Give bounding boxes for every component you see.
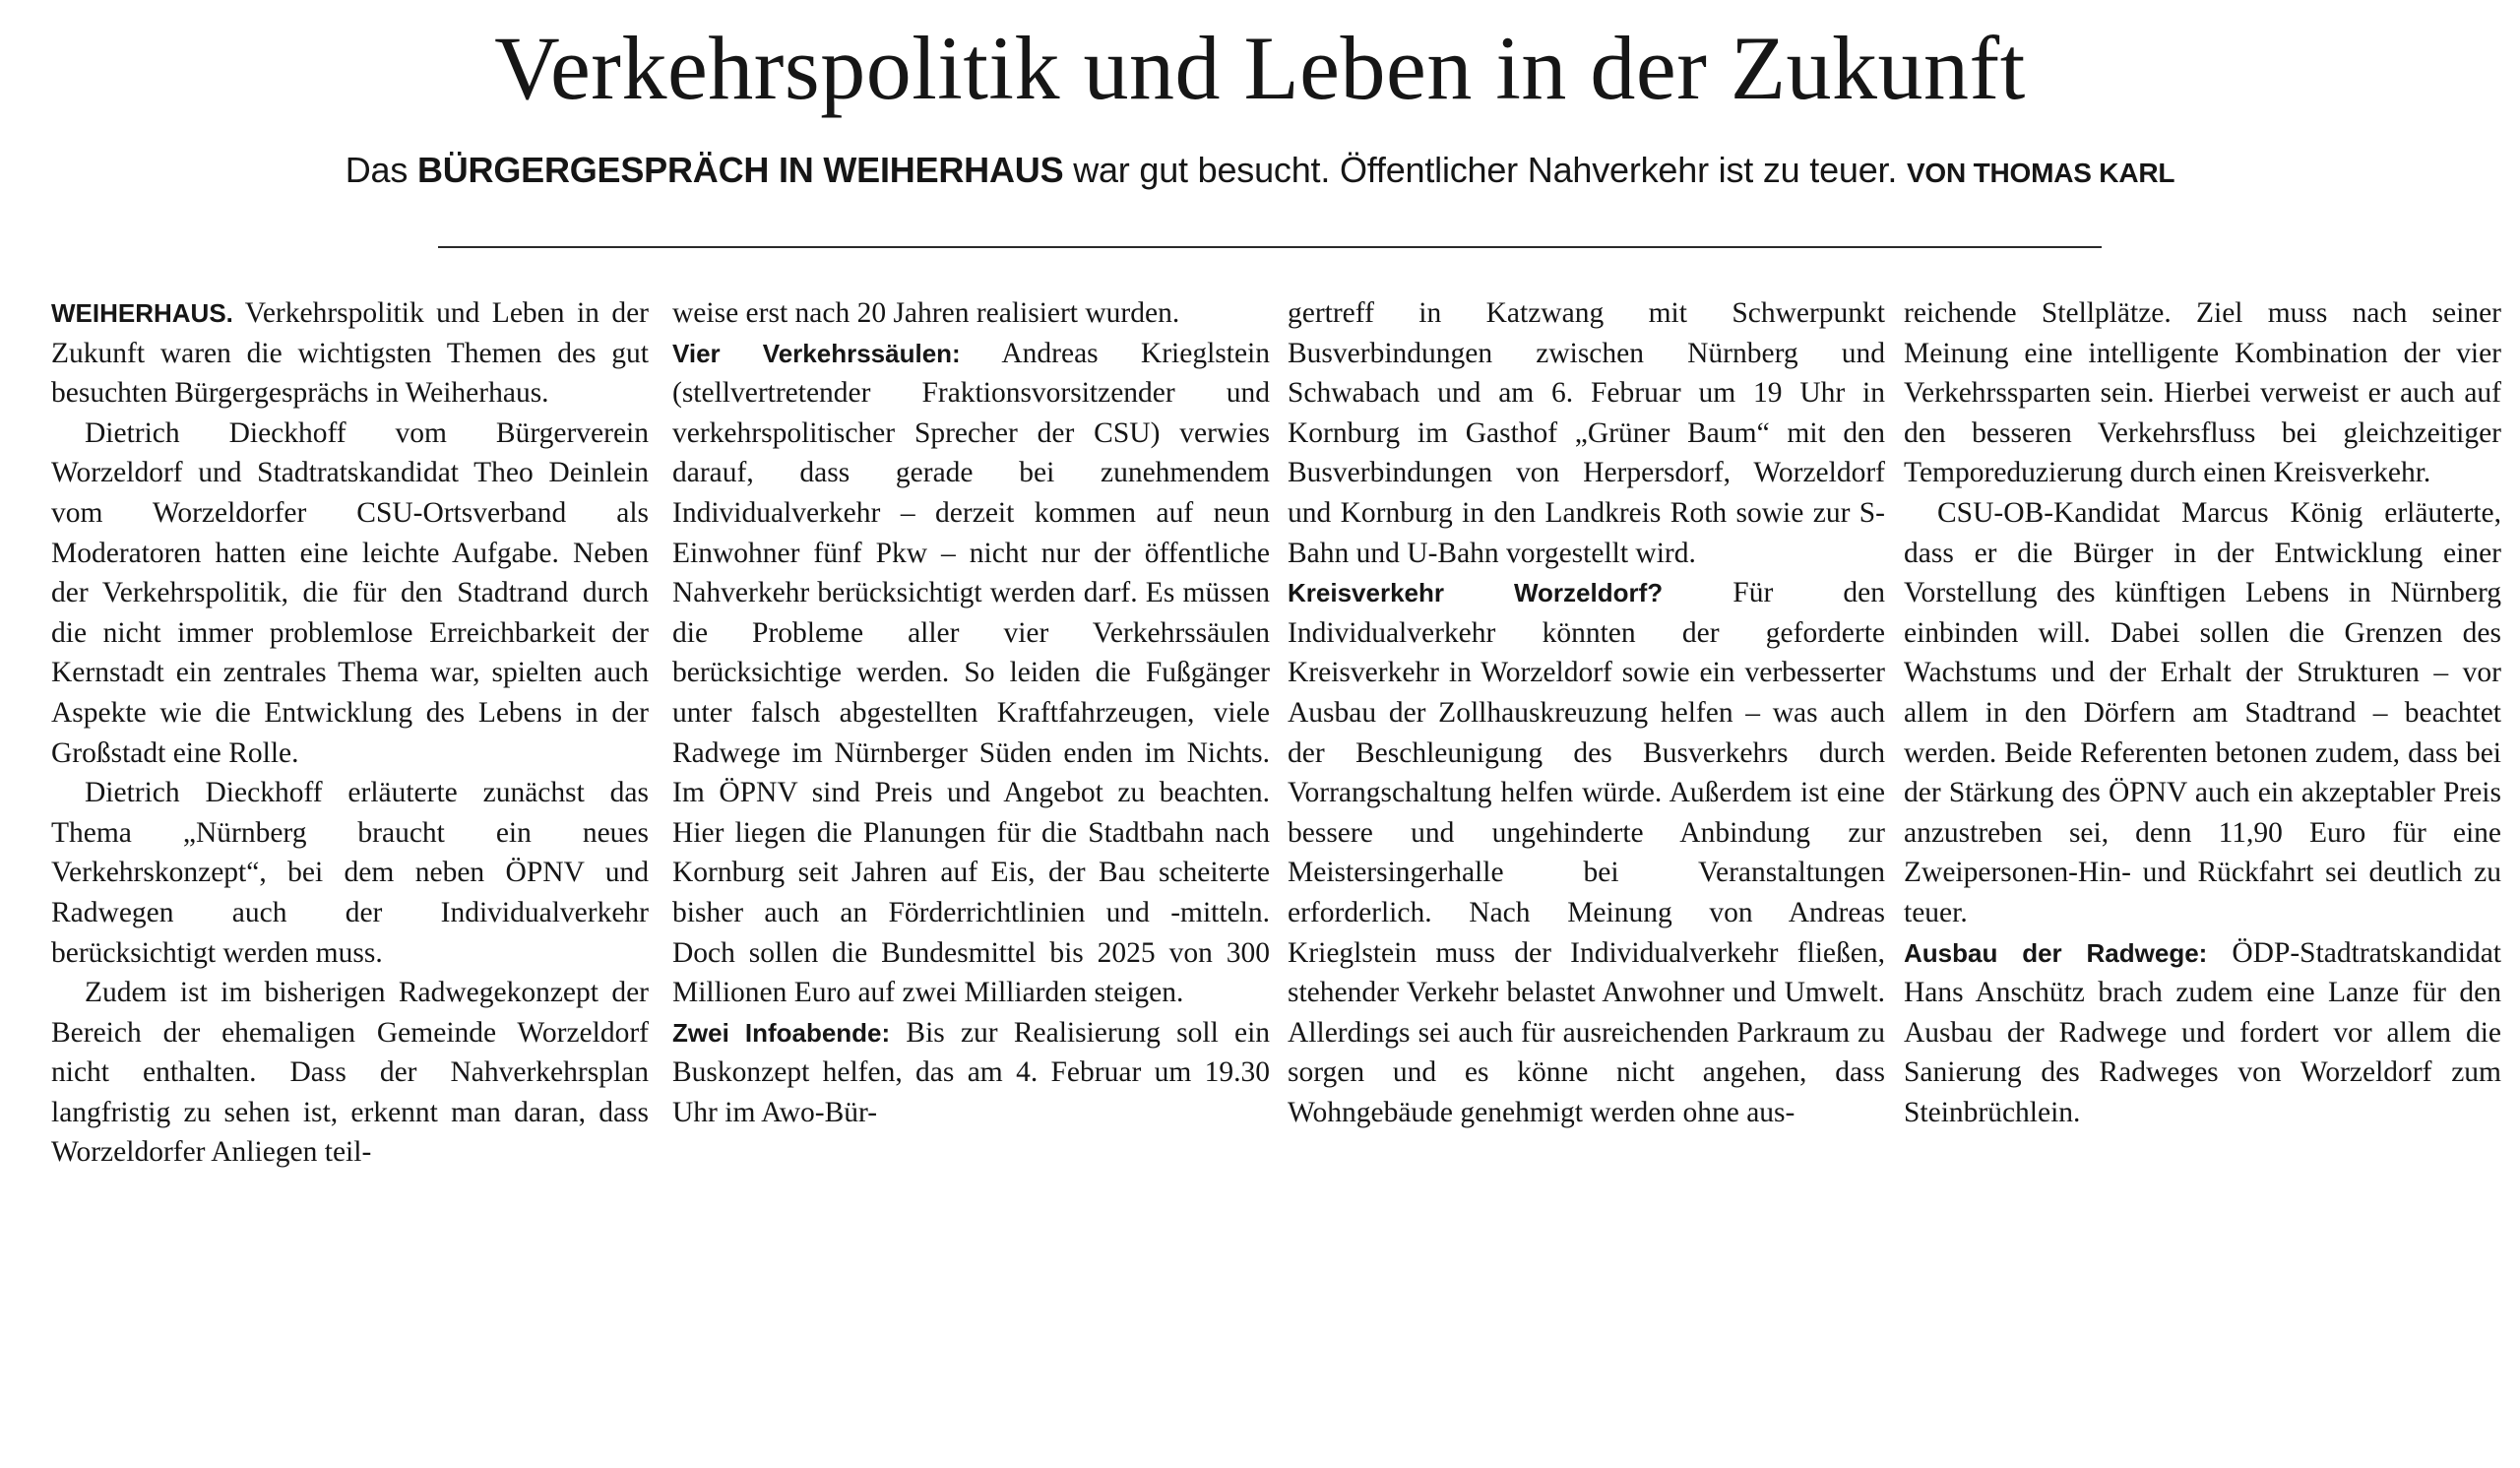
article-column-3	[1288, 293, 1885, 1436]
paragraph: CSU-OB-Kandidat Marcus König erläuterte, dass er die Bürger in der Entwicklung einer Vorstellung des künftigen Lebens in Nürnberg einbinden will. Dabei sollen die Grenzen des Wachstums und der Erhalt der Strukturen – vor allem in den Dörfern am Stadtrand – beachtet werden. Beide Referenten betonen zudem, dass bei der Stärkung des ÖPNV auch ein akzeptabler Preis anzustreben sei, denn 11,90 Euro für eine Zweipersonen-Hin- und Rückfahrt sei deutlich zu teuer.	[1904, 496, 2501, 928]
paragraph: weise erst nach 20 Jahren realisiert wurden.	[672, 297, 1180, 329]
article-column-2	[672, 293, 1270, 1436]
paragraph: Dietrich Dieckhoff vom Bürgerverein Worzeldorf und Stadtratskandidat Theo Deinlein vom Worzeldorfer CSU-Ortsverband als Moderatoren hatten eine leichte Aufgabe. Neben der Verkehrspolitik, die für den Stadtrand durch die nicht immer problemlose Erreichbarkeit der Kernstadt ein zentrales Thema war, spielten auch Aspekte wie die Entwicklung des Lebens in der Großstadt eine Rolle.	[51, 416, 649, 769]
paragraph	[672, 1013, 1270, 1133]
paragraph	[672, 334, 1270, 1013]
paragraph: Zudem ist im bisherigen Radwegekonzept der Bereich der ehemaligen Gemeinde Worzeldorf nicht enthalten. Dass der Nahverkehrsplan langfristig zu sehen ist, erkennt man daran, dass Worzeldorfer Anliegen teil-	[51, 977, 649, 1169]
dateline: WEIHERHAUS.	[51, 298, 233, 328]
byline: VON THOMAS KARL	[1906, 158, 2175, 188]
subheadline	[0, 146, 2520, 198]
paragraph	[1904, 933, 2501, 1133]
subheadline-text: war gut besucht. Öffentlicher Nahverkehr ist zu teuer.	[1063, 150, 1907, 190]
paragraph	[51, 293, 649, 414]
paragraph-text: Andreas Krieglstein (stellvertretender Fraktionsvorsitzender und verkehrspolitischer Sprecher der CSU) verwies darauf, dass gerade bei zunehmendem Individualverkehr – derzeit kommen auf neun Einwohner fünf Pkw – nicht nur der öffentliche Nahverkehr berücksichtigt werden darf. Es müssen die Probleme aller vier Verkehrssäulen berücksichtige werden. So leiden die Fußgänger unter falsch abgestellten Kraftfahrzeugen, viele Radwege im Nürnberger Süden enden im Nichts. Im ÖPNV sind Preis und Angebot zu beachten. Hier liegen die Planungen für die Stadtbahn nach Kornburg seit Jahren auf Eis, der Bau scheiterte bisher auch an Förderrichtlinien und -mitteln. Doch sollen die Bundesmittel bis 2025 von 300 Millionen Euro auf zwei Milliarden steigen.	[672, 337, 1270, 1009]
section-keyword: Kreisverkehr Worzeldorf?	[1288, 578, 1664, 608]
section-keyword: Vier Verkehrssäulen:	[672, 338, 961, 368]
paragraph-text: Für den Individualverkehr könnten der geforderte Kreisverkehr in Worzeldorf sowie ein verbesserter Ausbau der Zollhauskreuzung helfen – was auch der Beschleunigung des Busverkehrs durch Vorrangschaltung helfen würde. Außerdem ist eine bessere und ungehinderte Anbindung zur Meistersingerhalle bei Veranstaltungen erforderlich. Nach Meinung von Andreas Krieglstein muss der Individualverkehr fließen, stehender Verkehr belastet Anwohner und Umwelt. Allerdings sei auch für ausreichenden Parkraum zu sorgen und es könne nicht angehen, dass Wohngebäude genehmigt werden ohne aus-	[1288, 577, 1885, 1128]
header-divider	[438, 246, 2102, 248]
paragraph-text: ÖDP-Stadtratskandidat Hans Anschütz brach zudem eine Lanze für den Ausbau der Radwege und fordert vor allem die Sanierung des Radweges von Worzeldorf zum Steinbrüchlein.	[1904, 936, 2501, 1128]
subheadline-caps: BÜRGERGESPRÄCH IN WEIHERHAUS	[416, 150, 1064, 190]
section-keyword: Zwei Infoabende:	[672, 1017, 891, 1048]
section-keyword: Ausbau der Radwege:	[1904, 937, 2208, 968]
paragraph	[1288, 573, 1885, 1132]
article-column-4	[1904, 293, 2501, 1436]
paragraph: gertreff in Katzwang mit Schwerpunkt Busverbindungen zwischen Nürnberg und Schwabach und am 6. Februar um 19 Uhr in Kornburg im Gasthof „Grüner Baum“ mit den Busverbindungen von Herpersdorf, Worzeldorf und Kornburg in den Landkreis Roth sowie zur S-Bahn und U-Bahn vorgestellt wird.	[1288, 297, 1885, 569]
paragraph-text: Bis zur Realisierung soll ein Buskonzept helfen, das am 4. Februar um 19.30 Uhr im Awo-Bür-	[672, 1016, 1270, 1128]
paragraph-text: Verkehrspolitik und Leben in der Zukunft waren die wichtigsten Themen des gut besuchten Bürgergesprächs in Weiherhaus.	[51, 297, 649, 410]
paragraph: Dietrich Dieckhoff erläuterte zunächst das Thema „Nürnberg braucht ein neues Verkehrskonzept“, bei dem neben ÖPNV und Radwegen auch der Individualverkehr berücksichtigt werden muss.	[51, 777, 649, 969]
article-column-1	[51, 293, 649, 1436]
headline: Verkehrspolitik und Leben in der Zukunft	[494, 18, 2026, 118]
subheadline-intro: Das	[345, 150, 417, 190]
paragraph: reichende Stellplätze. Ziel muss nach seiner Meinung eine intelligente Kombination der vier Verkehrssparten sein. Hierbei verweist er auch auf den besseren Verkehrsfluss bei gleichzeitiger Temporeduzierung durch einen Kreisverkehr.	[1904, 297, 2501, 489]
